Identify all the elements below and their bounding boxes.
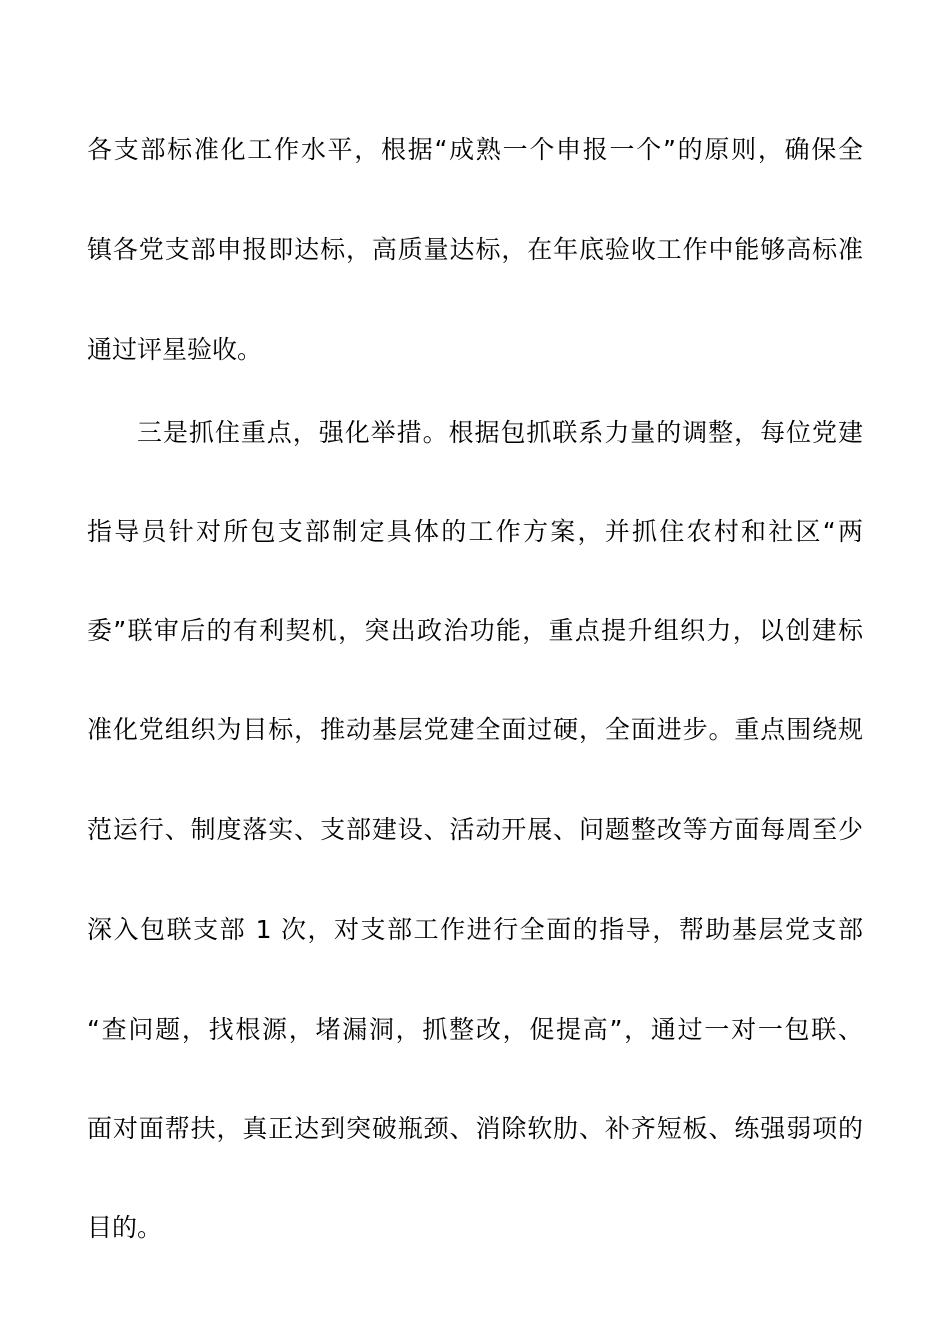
paragraph-line: 准化党组织为目标，推动基层党建全面过硬，全面进步。重点围绕规: [87, 715, 863, 744]
paragraph-line: 面对面帮扶，真正达到突破瓶颈、消除软肋、补齐短板、练强弱项的: [87, 1114, 863, 1143]
paragraph-line: 范运行、制度落实、支部建设、活动开展、问题整改等方面每周至少: [87, 815, 863, 844]
paragraph-line: “查问题，找根源，堵漏洞，抓整改，促提高”，通过一对一包联、: [87, 1015, 863, 1044]
paragraph-line: 三是抓住重点，强化举措。根据包抓联系力量的调整，每位党建: [137, 418, 863, 447]
paragraph-line: 委”联审后的有利契机，突出政治功能，重点提升组织力，以创建标: [87, 616, 863, 645]
paragraph-line: 指导员针对所包支部制定具体的工作方案，并抓住农村和社区“两: [87, 517, 863, 546]
paragraph-line: 各支部标准化工作水平，根据“成熟一个申报一个”的原则，确保全: [87, 135, 863, 164]
paragraph-line: 镇各党支部申报即达标，高质量达标，在年底验收工作中能够高标准: [87, 235, 863, 264]
paragraph-line: 通过评星验收。: [87, 335, 263, 364]
paragraph-line: 目的。: [87, 1213, 163, 1242]
paragraph-line: 深入包联支部 1 次，对支部工作进行全面的指导，帮助基层党支部: [87, 915, 863, 944]
